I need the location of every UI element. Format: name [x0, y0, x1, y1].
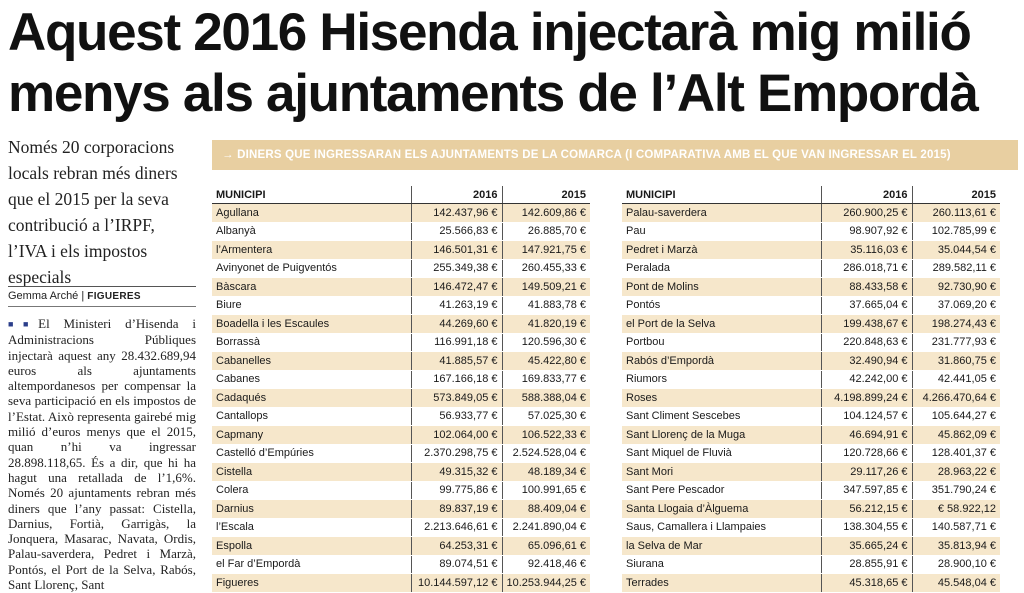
cell-2015: 2.524.528,04 € — [502, 444, 590, 463]
cell-2015: 102.785,99 € — [912, 222, 1000, 241]
cell-municipi: Biure — [212, 296, 411, 315]
cell-2015: 65.096,61 € — [502, 537, 590, 556]
cell-2016: 146.501,31 € — [411, 241, 502, 260]
cell-2015: 92.730,90 € — [912, 278, 1000, 297]
cell-municipi: Colera — [212, 481, 411, 500]
cell-municipi: Sant Mori — [622, 463, 821, 482]
table-row — [212, 555, 590, 574]
cell-2015: € 58.922,12 — [912, 500, 1000, 519]
cell-2016: 89.837,19 € — [411, 500, 502, 519]
cell-2015: 106.522,33 € — [502, 426, 590, 445]
cell-municipi: Agullana — [212, 204, 411, 223]
cell-municipi: l’Escala — [212, 518, 411, 537]
cell-2015: 169.833,77 € — [502, 370, 590, 389]
table-row — [212, 352, 590, 371]
cell-2016: 89.074,51 € — [411, 555, 502, 574]
cell-2016: 220.848,63 € — [821, 333, 912, 352]
cell-2015: 10.253.944,25 € — [502, 574, 590, 593]
table-row — [622, 500, 1000, 519]
cell-2016: 28.855,91 € — [821, 555, 912, 574]
cell-municipi: Castelló d’Empúries — [212, 444, 411, 463]
cell-2015: 231.777,93 € — [912, 333, 1000, 352]
cell-municipi: Santa Llogaia d’Àlguema — [622, 500, 821, 519]
cell-2015: 588.388,04 € — [502, 389, 590, 408]
cell-municipi: el Far d’Empordà — [212, 555, 411, 574]
cell-2015: 31.860,75 € — [912, 352, 1000, 371]
cell-municipi: Borrassà — [212, 333, 411, 352]
cell-2016: 102.064,00 € — [411, 426, 502, 445]
cell-2016: 2.370.298,75 € — [411, 444, 502, 463]
cell-2016: 167.166,18 € — [411, 370, 502, 389]
cell-2015: 128.401,37 € — [912, 444, 1000, 463]
cell-2015: 41.883,78 € — [502, 296, 590, 315]
bullet-squares-icon: ■■ — [8, 319, 39, 329]
table-left — [212, 186, 590, 593]
table-row — [212, 407, 590, 426]
table-row — [212, 278, 590, 297]
cell-2015: 45.548,04 € — [912, 574, 1000, 593]
article-body-text: El Ministeri d’Hisenda i Administracions Públiques injectarà aquest any 28.432.689,94 euros als ajuntaments altempordanesos per compensar la seva participació en els impostos de l’Estat. Això representa gairebé mig milió d’euros menys que el 2015, quan n’hi va ingressar 28.898.118,65. És a dir, que hi ha hagut una retallada de l’1,6%. Només 20 ajuntaments rebran més diners que l’any passat: Cistella, Darnius, Fortià, Garrigàs, la Jonquera, Masarac, Navata, Ordis, Palau-saverdera, Pedret i Marzà, Pontós, el Port de la Selva, Rabós, Sant Llorenç, Sant — [8, 316, 196, 593]
table-row — [212, 389, 590, 408]
col-header-2016: 2016 — [821, 186, 912, 204]
cell-2016: 104.124,57 € — [821, 407, 912, 426]
cell-municipi: la Selva de Mar — [622, 537, 821, 556]
cell-2015: 26.885,70 € — [502, 222, 590, 241]
cell-2016: 98.907,92 € — [821, 222, 912, 241]
table-header-row — [622, 186, 1000, 204]
cell-2016: 25.566,83 € — [411, 222, 502, 241]
cell-2016: 146.472,47 € — [411, 278, 502, 297]
cell-2015: 35.813,94 € — [912, 537, 1000, 556]
table-right — [622, 186, 1000, 593]
cell-municipi: Capmany — [212, 426, 411, 445]
table-row — [622, 278, 1000, 297]
cell-municipi: Pau — [622, 222, 821, 241]
cell-2015: 57.025,30 € — [502, 407, 590, 426]
table-row — [212, 574, 590, 593]
table-row — [212, 259, 590, 278]
table-row — [622, 463, 1000, 482]
cell-2016: 45.318,65 € — [821, 574, 912, 593]
table-row — [622, 426, 1000, 445]
col-header-2016: 2016 — [411, 186, 502, 204]
cell-2015: 37.069,20 € — [912, 296, 1000, 315]
cell-2015: 147.921,75 € — [502, 241, 590, 260]
cell-2016: 120.728,66 € — [821, 444, 912, 463]
byline-separator: | — [78, 290, 88, 302]
cell-2016: 88.433,58 € — [821, 278, 912, 297]
cell-2016: 41.885,57 € — [411, 352, 502, 371]
cell-2016: 42.242,00 € — [821, 370, 912, 389]
cell-municipi: Cantallops — [212, 407, 411, 426]
cell-2016: 41.263,19 € — [411, 296, 502, 315]
cell-2015: 92.418,46 € — [502, 555, 590, 574]
table-row — [212, 241, 590, 260]
table-row — [622, 389, 1000, 408]
table-row — [622, 296, 1000, 315]
cell-2015: 28.963,22 € — [912, 463, 1000, 482]
cell-municipi: Avinyonet de Puigventós — [212, 259, 411, 278]
table-row — [622, 518, 1000, 537]
cell-municipi: Saus, Camallera i Llampaies — [622, 518, 821, 537]
cell-2015: 28.900,10 € — [912, 555, 1000, 574]
cell-municipi: Roses — [622, 389, 821, 408]
cell-2016: 56.933,77 € — [411, 407, 502, 426]
cell-2016: 49.315,32 € — [411, 463, 502, 482]
cell-2016: 35.665,24 € — [821, 537, 912, 556]
table-row — [622, 222, 1000, 241]
table-row — [622, 241, 1000, 260]
table-row — [212, 500, 590, 519]
cell-municipi: Peralada — [622, 259, 821, 278]
cell-2015: 42.441,05 € — [912, 370, 1000, 389]
cell-2016: 573.849,05 € — [411, 389, 502, 408]
byline — [8, 286, 196, 307]
cell-municipi: Portbou — [622, 333, 821, 352]
col-header-2015: 2015 — [502, 186, 590, 204]
table-row — [622, 537, 1000, 556]
cell-municipi: Cabanelles — [212, 352, 411, 371]
lead-paragraph: Només 20 corporacions locals rebran més diners que el 2015 per la seva contribució a l’IRPF, l’IVA i els impostos especials — [8, 137, 178, 287]
cell-2016: 35.116,03 € — [821, 241, 912, 260]
table-row — [212, 333, 590, 352]
cell-2016: 64.253,31 € — [411, 537, 502, 556]
cell-municipi: Pont de Molins — [622, 278, 821, 297]
cell-2015: 149.509,21 € — [502, 278, 590, 297]
cell-municipi: Pontós — [622, 296, 821, 315]
cell-2015: 351.790,24 € — [912, 481, 1000, 500]
table-row — [212, 444, 590, 463]
cell-municipi: Sant Pere Pescador — [622, 481, 821, 500]
cell-2015: 4.266.470,64 € — [912, 389, 1000, 408]
table-row — [622, 259, 1000, 278]
col-header-municipi: MUNICIPI — [622, 186, 821, 204]
table-row — [212, 481, 590, 500]
table-row — [622, 333, 1000, 352]
cell-municipi: Cistella — [212, 463, 411, 482]
table-row — [212, 426, 590, 445]
cell-municipi: Figueres — [212, 574, 411, 593]
table-row — [212, 537, 590, 556]
cell-municipi: Cabanes — [212, 370, 411, 389]
table-row — [622, 352, 1000, 371]
cell-2016: 142.437,96 € — [411, 204, 502, 223]
cell-municipi: Palau-saverdera — [622, 204, 821, 223]
cell-municipi: Boadella i les Escaules — [212, 315, 411, 334]
cell-municipi: Terrades — [622, 574, 821, 593]
cell-municipi: Bàscara — [212, 278, 411, 297]
table-left-body — [212, 204, 590, 593]
cell-municipi: Espolla — [212, 537, 411, 556]
cell-2016: 4.198.899,24 € — [821, 389, 912, 408]
cell-2015: 140.587,71 € — [912, 518, 1000, 537]
cell-2016: 2.213.646,61 € — [411, 518, 502, 537]
cell-municipi: Cadaqués — [212, 389, 411, 408]
cell-2015: 198.274,43 € — [912, 315, 1000, 334]
cell-2016: 116.991,18 € — [411, 333, 502, 352]
cell-2015: 100.991,65 € — [502, 481, 590, 500]
cell-municipi: el Port de la Selva — [622, 315, 821, 334]
article-body — [8, 316, 196, 592]
cell-2016: 56.212,15 € — [821, 500, 912, 519]
table-row — [212, 296, 590, 315]
table-banner: → DINERS QUE INGRESSARAN ELS AJUNTAMENTS DE LA COMARCA (I COMPARATIVA AMB EL QUE VAN INGRESSAR EL 2015) — [212, 140, 1018, 170]
cell-2015: 260.455,33 € — [502, 259, 590, 278]
table-row — [622, 481, 1000, 500]
cell-2016: 199.438,67 € — [821, 315, 912, 334]
cell-municipi: l’Armentera — [212, 241, 411, 260]
cell-2015: 142.609,86 € — [502, 204, 590, 223]
cell-municipi: Rabós d’Empordà — [622, 352, 821, 371]
table-row — [622, 407, 1000, 426]
cell-2015: 289.582,11 € — [912, 259, 1000, 278]
table-row — [212, 315, 590, 334]
cell-2015: 41.820,19 € — [502, 315, 590, 334]
table-right-body — [622, 204, 1000, 593]
table-header-row — [212, 186, 590, 204]
cell-municipi: Darnius — [212, 500, 411, 519]
cell-municipi: Sant Miquel de Fluvià — [622, 444, 821, 463]
cell-2015: 35.044,54 € — [912, 241, 1000, 260]
table-row — [622, 555, 1000, 574]
cell-municipi: Sant Climent Sescebes — [622, 407, 821, 426]
cell-2016: 44.269,60 € — [411, 315, 502, 334]
cell-2015: 45.862,09 € — [912, 426, 1000, 445]
cell-2016: 37.665,04 € — [821, 296, 912, 315]
cell-municipi: Pedret i Marzà — [622, 241, 821, 260]
cell-municipi: Albanyà — [212, 222, 411, 241]
cell-2016: 29.117,26 € — [821, 463, 912, 482]
cell-2016: 255.349,38 € — [411, 259, 502, 278]
cell-2016: 260.900,25 € — [821, 204, 912, 223]
table-row — [622, 574, 1000, 593]
table-row — [212, 518, 590, 537]
cell-municipi: Siurana — [622, 555, 821, 574]
cell-2015: 105.644,27 € — [912, 407, 1000, 426]
cell-2016: 32.490,94 € — [821, 352, 912, 371]
cell-2016: 46.694,91 € — [821, 426, 912, 445]
cell-2015: 2.241.890,04 € — [502, 518, 590, 537]
cell-2015: 120.596,30 € — [502, 333, 590, 352]
cell-2016: 99.775,86 € — [411, 481, 502, 500]
table-row — [212, 204, 590, 223]
cell-2016: 347.597,85 € — [821, 481, 912, 500]
table-row — [622, 370, 1000, 389]
col-header-municipi: MUNICIPI — [212, 186, 411, 204]
headline: Aquest 2016 Hisenda injectarà mig milió menys als ajuntaments de l’Alt Empordà — [8, 3, 978, 123]
col-header-2015: 2015 — [912, 186, 1000, 204]
byline-place: FIGUERES — [87, 291, 141, 302]
cell-2016: 286.018,71 € — [821, 259, 912, 278]
table-row — [622, 315, 1000, 334]
cell-2015: 48.189,34 € — [502, 463, 590, 482]
table-row — [212, 222, 590, 241]
cell-municipi: Riumors — [622, 370, 821, 389]
table-row — [622, 204, 1000, 223]
cell-2015: 45.422,80 € — [502, 352, 590, 371]
cell-2016: 10.144.597,12 € — [411, 574, 502, 593]
cell-2016: 138.304,55 € — [821, 518, 912, 537]
table-row — [212, 463, 590, 482]
cell-2015: 88.409,04 € — [502, 500, 590, 519]
table-row — [622, 444, 1000, 463]
cell-municipi: Sant Llorenç de la Muga — [622, 426, 821, 445]
cell-2015: 260.113,61 € — [912, 204, 1000, 223]
table-row — [212, 370, 590, 389]
byline-author: Gemma Arché — [8, 290, 79, 302]
